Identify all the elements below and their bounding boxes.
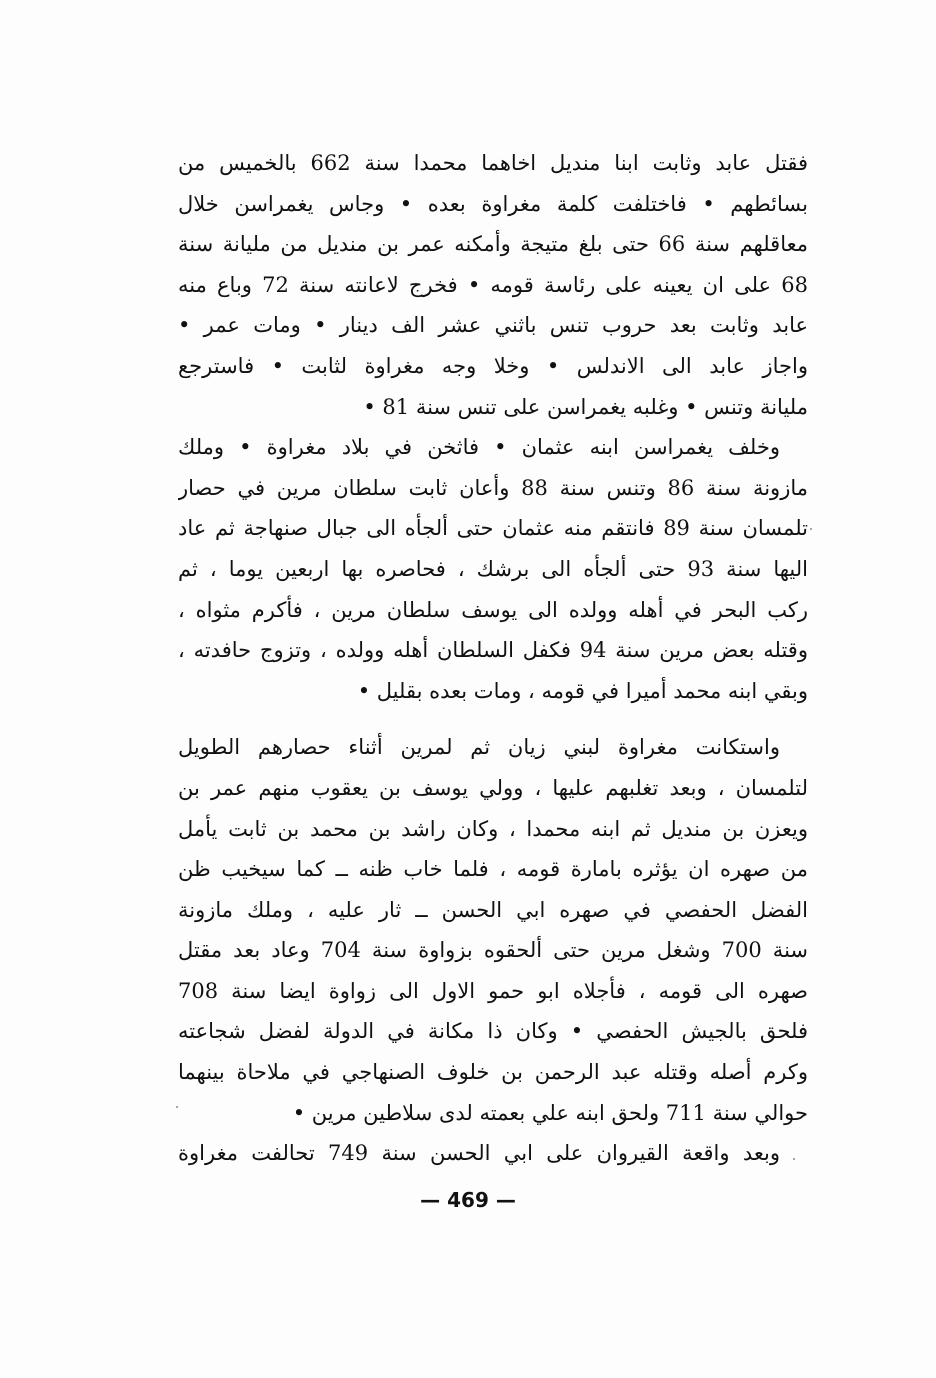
text-line: حوالي سنة 711 ولحق ابنه علي بعمته لدى سلاطين مرين • [292,1100,808,1125]
paragraph [178,427,808,711]
text-line: واجاز عابد الى الاندلس • وخلا وجه مغراوة لثابت • فاسترجع [178,353,808,378]
text-line: لتلمسان ، وبعد تغلبهم عليها ، وولي يوسف بن يعقوب منهم عمر بن [178,775,808,800]
body-text [178,143,808,1174]
text-line: صهره الى قومه ، فأجلاه ابو حمو الاول الى زواوة ايضا سنة 708 [178,978,808,1003]
text-line: معاقلهم سنة 66 حتى بلغ متيجة وأمكنه عمر بن منديل من مليانة سنة [178,232,808,257]
text-line: بسائطهم • فاختلفت كلمة مغراوة بعده • وجاس يغمراسن خلال [178,191,808,216]
text-line: الفضل الحفصي في صهره ابي الحسن ــ ثار عليه ، وملك مازونة [178,897,808,922]
text-line: وبقي ابنه محمد أميرا في قومه ، ومات بعده بقليل • [357,678,808,703]
text-line: سنة 700 وشغل مرين حتى ألحقوه بزواوة سنة 704 وعاد بعد مقتل [178,938,808,963]
text-line: تلمسان سنة 89 فانتقم منه عثمان حتى ألجأه الى جبال صنهاجة ثم عاد [178,516,808,541]
text-line: وكرم أصله وقتله عبد الرحمن بن خلوف الصنهاجي في ملاحاة بينهما [178,1060,808,1085]
scan-speck [176,1106,178,1108]
paragraph-spacer [178,711,808,727]
text-line: ويعزن بن منديل ثم ابنه محمدا ، وكان راشد بن محمد بن ثابت يأمل [178,816,808,841]
paragraph [178,1133,808,1174]
text-line: 68 على ان يعينه على رئاسة قومه • فخرج لاعانته سنة 72 وباع منه [178,272,808,297]
text-line: مليانة وتنس • وغلبه يغمراسن على تنس سنة 81 • [363,394,808,419]
text-line: مازونة سنة 86 وتنس سنة 88 وأعان ثابت سلطان مرين في حصار [178,475,808,500]
text-line: وبعد واقعة القيروان على ابي الحسن سنة 749 تحالفت مغراوة [178,1141,780,1166]
paragraph [178,143,808,427]
scan-speck [793,1158,795,1160]
text-line: وقتله بعض مرين سنة 94 فكفل السلطان أهله وولده ، وتزوج حافدته ، [178,638,808,663]
text-line: واستكانت مغراوة لبني زيان ثم لمرين أثناء حصارهم الطويل [178,735,780,760]
text-line: فلحق بالجيش الحفصي • وكان ذا مكانة في الدولة لفضل شجاعته [178,1019,808,1044]
text-line: ركب البحر في أهله وولده الى يوسف سلطان مرين ، فأكرم مثواه ، [178,597,808,622]
scan-speck [810,528,812,530]
paragraph [178,727,808,1133]
text-line: اليها سنة 93 حتى ألجأه الى برشك ، فحاصره بها اربعين يوما ، ثم [178,556,808,581]
text-line: من صهره ان يؤثره بامارة قومه ، فلما خاب ظنه ــ كما سيخيب ظن [178,857,808,882]
text-line: فقتل عابد وثابت ابنا منديل اخاهما محمدا سنة 662 بالخميس من [178,151,808,175]
text-line: عابد وثابت بعد حروب تنس باثني عشر الف دينار • ومات عمر • [178,313,808,338]
page-number: — 469 — [420,1188,516,1212]
text-line: وخلف يغمراسن ابنه عثمان • فاثخن في بلاد مغراوة • وملك [178,435,780,460]
